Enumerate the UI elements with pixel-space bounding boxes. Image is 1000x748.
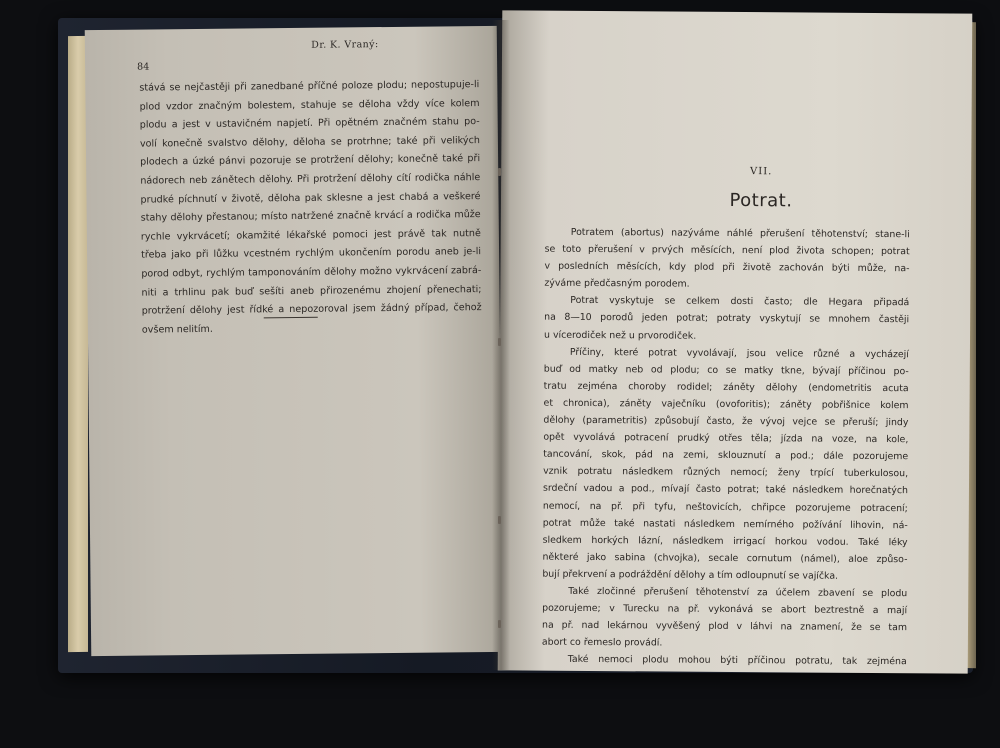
text-line: plodech a úzké pánvi pozoruje se protržení dělohy; konečně také při: [140, 153, 481, 168]
text-line: některé jako sabina (chvojka), secale cornutum (námel), aloe způso-: [542, 551, 908, 565]
text-line: plod vzdor značným bolestem, stahuje se děloha vždy více kolem: [139, 97, 480, 113]
text-line: nádorech neb zánětech dělohy. Při protržení dělohy cítí rodička náhle: [140, 172, 481, 187]
text-line: srdeční vadou a pod., mívají často potrat; také následkem horečnatých: [542, 483, 909, 497]
text-line: třeba jako při lůžku vcestném rychlým ukončením porodu aneb je-li: [141, 246, 482, 261]
running-head: Dr. K. Vraný:: [311, 39, 379, 51]
text-line: tratu zejména choroby rodidel; záněty dělohy (endometritis acuta: [543, 380, 909, 395]
text-line: volí konečně svalstvo dělohy, děloha se protrhne; také při velikých: [139, 134, 480, 150]
text-line: rychle vykrvácetí; okamžité lékařské pomoci jest právě tak nutně: [140, 227, 481, 243]
text-line: zýváme předčasným porodem.: [544, 277, 690, 290]
text-line: Také nemoci plodu mohou býti příčinou potratu, tak zejména: [567, 654, 907, 668]
text-line: se toto přerušení v prvých měsících, není plod života schopen; potrat: [544, 243, 910, 258]
book-gutter: [492, 20, 510, 670]
text-line: v posledních měsících, kdy plod při životě zachován býti může, na-: [544, 260, 910, 275]
text-line: stahy dělohy přestanou; místo natržené značně krvácí a rodička může: [140, 209, 481, 224]
chapter-title: Potrat.: [729, 189, 793, 212]
text-line: u vícerodiček než u prvorodiček.: [544, 329, 697, 342]
text-line: protržení dělohy jest řídké a nepozoroval jsem žádný případ, čehož: [141, 302, 482, 317]
text-line: et chronica), záněty vaječníku (ovoforitis); záněty pobřišnice kolem: [543, 397, 909, 412]
left-page-text: [139, 76, 482, 340]
text-line: prudké píchnutí v životě, děloha pak sklesne a jest chabá a veškeré: [140, 190, 481, 206]
text-line: pozorujeme; v Turecku na př. vykonává se abort beztrestně a mají: [542, 602, 908, 617]
text-line: Potratem (abortus) nazýváme náhlé přerušení těhotenství; stane-li: [570, 226, 910, 241]
text-line: tancování, skok, pád na zemi, sklouznutí a pod.; dále pozorujeme: [543, 448, 909, 463]
text-line: dělohy (parametritis) způsobují často, že vývoj vejce se přeruší; jindy: [543, 414, 909, 429]
text-line: vznik potratu následkem různých nemocí; ženy trpící tuberkulosou,: [543, 465, 909, 480]
text-line: bují překrvení a podráždění dělohy a tím odloupnutí se vajíčka.: [542, 568, 839, 582]
text-line: porod odbyt, rychlým tamponováním dělohy možno vykrvácení zabrá-: [141, 264, 482, 280]
binding-stitch: [498, 168, 501, 176]
text-line: plodu a jest v ustavičném napjetí. Při opětném značném stahu po-: [139, 116, 480, 131]
text-line: potrat může také nastati následkem nemírného požívání lihovin, ná-: [542, 517, 908, 531]
text-line: opět vyvolává potracení prudký otřes těla; jízda na voze, na kole,: [543, 431, 909, 446]
text-line: abort co řemeslo provádí.: [541, 636, 663, 649]
text-line: ovšem nelitím.: [141, 323, 213, 336]
text-line: niti a trhlinu pak buď sešíti aneb přirozenému zhojení přenechati;: [141, 283, 482, 299]
binding-stitch: [498, 338, 501, 346]
text-line: buď od matky neb od plodu; co se matky tkne, bývají příčinou po-: [543, 363, 909, 377]
chapter-number: VII.: [749, 166, 773, 178]
text-line: sledkem horkých lázní, následkem irrigací horkou vodou. Také léky: [542, 534, 908, 548]
right-page: [498, 10, 973, 673]
page-number: 84: [137, 61, 150, 73]
text-line: na 8—10 porodů jeden potrat; potraty vyskytují se mnohem častěji: [544, 312, 910, 326]
binding-stitch: [498, 620, 501, 628]
text-line: nemocí, na př. při tyfu, neštovicích, chřipce pozorujeme potracení;: [542, 500, 908, 514]
left-page: [85, 26, 504, 656]
right-page-text: [542, 224, 910, 671]
binding-stitch: [498, 516, 501, 524]
text-line: Potrat vyskytuje se celkem dosti často; dle Hegara připadá: [570, 295, 910, 309]
text-line: na př. nad lekárnou vyvěšený plod v láhvi na znamení, že se tam: [541, 619, 908, 634]
text-line: stává se nejčastěji při zanedbané příčné poloze plodu; nepostupuje-li: [139, 79, 480, 94]
text-line: Také zločinné přerušení těhotenství za účelem zbavení se plodu: [568, 585, 908, 600]
text-line: Příčiny, které potrat vyvolávají, jsou velice různé a vycházejí: [569, 346, 909, 360]
